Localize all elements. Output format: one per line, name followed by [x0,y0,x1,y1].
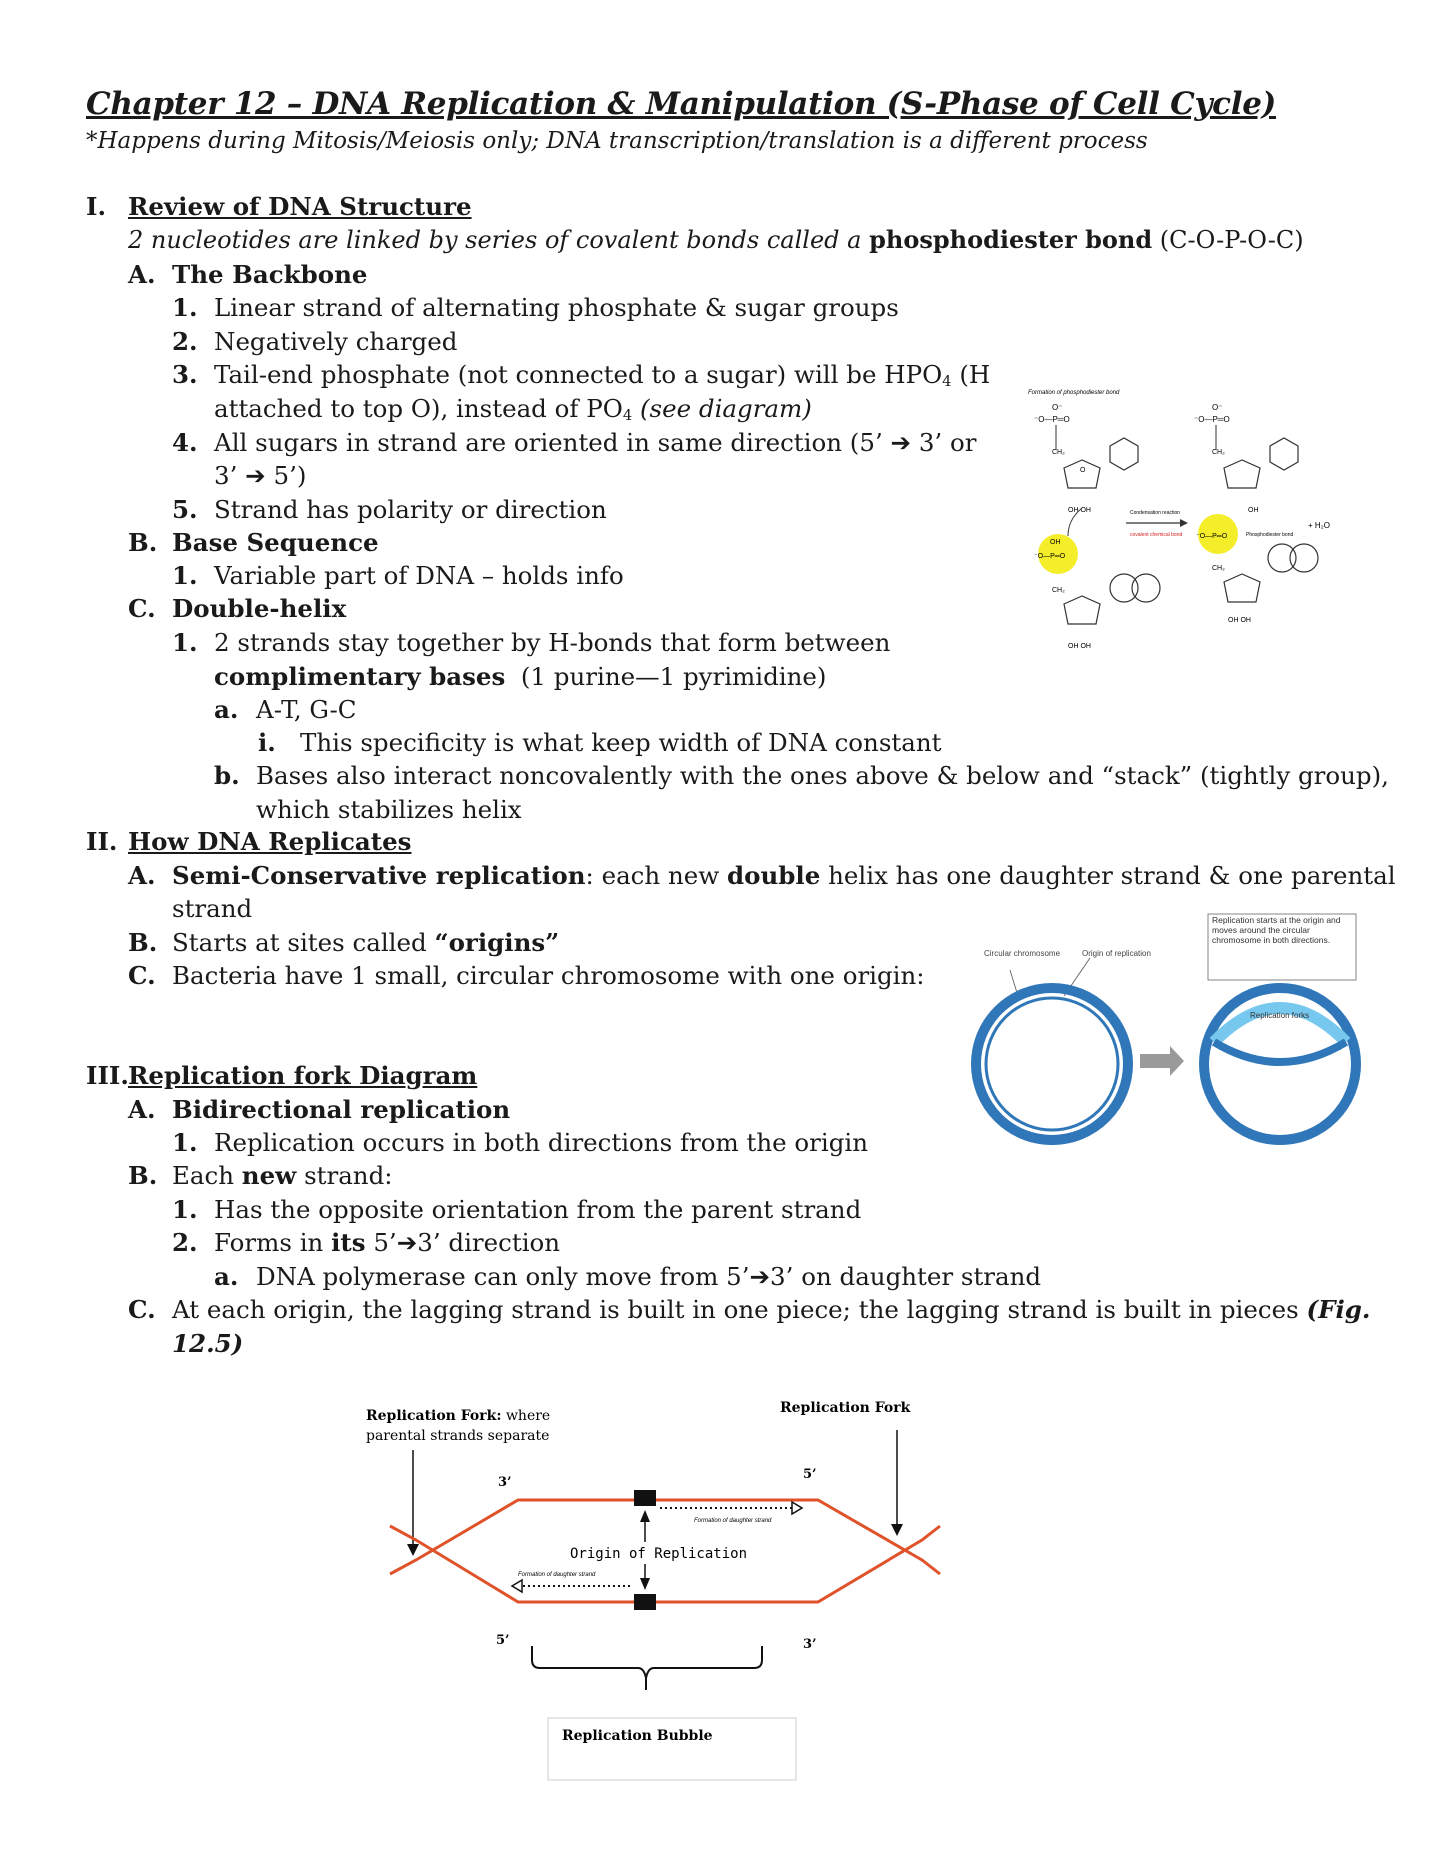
section-1-intro [128,226,1304,255]
s1-Ca-number: a. [214,695,239,724]
chromosome-ring-inner [986,998,1118,1130]
s1-A3-line1 [214,360,990,391]
s3-B1-text: Has the opposite orientation from the parent strand [214,1195,862,1224]
origin-of-replication-label: Origin of Replication [570,1546,748,1562]
arrow-icon [1180,519,1188,527]
strand-end-5-bottom-left: 5’ [496,1633,510,1648]
sugar-ring-icon [1064,596,1100,624]
s2-A-line1 [172,861,1396,890]
s3-B1-number: 1. [172,1195,198,1224]
left-fork-title-line2: parental strands separate [366,1428,550,1444]
s1-C1-line2 [214,662,826,691]
label-chromosome-text: Circular chromosome [984,949,1061,958]
s3-Ba-text: DNA polymerase can only move from 5’➔3’ on daughter strand [256,1262,1042,1291]
process-arrow-icon [1140,1046,1184,1076]
formation-daughter-bottom: Formation of daughter strand [518,1572,596,1578]
s1-A3-line1-end: (H [951,360,991,389]
phospho-o-minus-right: O⁻ [1212,403,1223,412]
s1-C1-number: 1. [172,628,198,657]
sugar-ring-icon [1224,574,1260,602]
section-3-heading: Replication fork Diagram [128,1061,478,1090]
s1-A1-text: Linear strand of alternating phosphate & sugar groups [214,293,899,322]
s1-A2-text: Negatively charged [214,327,458,356]
arrow-icon [792,1502,802,1514]
phospho-group-left: ⁻O—P═O [1034,415,1070,424]
s2-A-line2: strand [172,894,253,923]
oh-label: OH [1050,539,1061,546]
see-diagram-note: (see diagram) [632,394,812,423]
ch2-label-bottom: CH₂ [1052,587,1065,594]
fig-reference: (Fig. [1306,1295,1371,1324]
s3-C-line1 [172,1295,1370,1324]
s1-A4-line1: All sugars in strand are oriented in same direction (5’ ➔ 3’ or [214,428,977,457]
arrow-icon [640,1578,650,1590]
sugar-ring-icon [1064,460,1100,488]
s1-A2-number: 2. [172,327,198,356]
s1-B-number: B. [128,528,158,557]
covalent-bond-note: covalent chemical bond [1130,532,1183,538]
s3-Ba-number: a. [214,1262,239,1291]
base-ring-icon [1290,544,1318,572]
arrow-icon [891,1524,903,1536]
s2-B-text [172,928,559,957]
ch2-label-right-bottom: CH₂ [1212,565,1225,572]
strand-end-5-top-right: 5’ [803,1467,817,1482]
strand-end-3-bottom-right: 3’ [803,1637,817,1652]
s1-B1-text: Variable part of DNA – holds info [214,561,624,590]
right-fork-title: Replication Fork [780,1400,911,1416]
ch2-label-right: CH₂ [1212,449,1225,456]
s2-A-rest: helix has one daughter strand & one parental [820,861,1396,890]
s1-B-label: Base Sequence [172,528,379,557]
left-fork-title-bold: Replication Fork: [366,1408,502,1424]
s3-B2-number: 2. [172,1228,198,1257]
circular-chromosome-label [984,949,1061,958]
section-1-number: I. [86,192,106,221]
s2-A-number: A. [128,861,156,890]
s1-Cb-line2: which stabilizes helix [256,795,522,824]
s1-A3-line2 [214,394,812,425]
section-3-number: III. [86,1061,129,1090]
oh-oh-bottom: OH OH [1068,643,1091,650]
phosphodiester-bond-figure [1020,388,1360,658]
s1-C-label: Double-helix [172,594,347,623]
circular-chromosome-figure [974,914,1364,1134]
intro-bold-term: phosphodiester bond [869,225,1153,254]
left-fork-title [366,1408,550,1424]
origin-of-replication-label: Origin of replication [1082,949,1151,958]
s3-B-pre: Each [172,1161,242,1190]
page-subtitle: *Happens during Mitosis/Meiosis only; DNA transcription/translation is a different process [86,128,1148,154]
base-ring-icon [1132,574,1160,602]
origin-marker-top [634,1490,656,1506]
double-term: double [727,861,821,890]
oh-oh-right: OH OH [1228,617,1251,624]
oh-label-right: OH [1248,507,1259,514]
formation-daughter-top: Formation of daughter strand [694,1518,772,1524]
left-fork-title-rest: where [501,1408,551,1424]
condensation-label: Condensation reaction [1130,510,1181,516]
s1-Ci-text: This specificity is what keep width of DNA constant [300,728,942,757]
s3-B-number: B. [128,1161,158,1190]
s3-A1-number: 1. [172,1128,198,1157]
s2-B-pre: Starts at sites called [172,928,435,957]
intro-formula: (C-O-P-O-C) [1152,226,1304,254]
s1-A3-line1-text: Tail-end phosphate (not connected to a sugar) will be HPO [214,360,943,389]
base-ring-icon [1110,438,1138,470]
arrow-icon [512,1580,522,1592]
subscript: 4 [942,372,952,390]
phospho-group-mid: ⁻O—P═O [1034,553,1066,560]
base-ring-icon [1268,544,1296,572]
bubble-brace-icon [532,1646,762,1678]
s2-C-text: Bacteria have 1 small, circular chromosome with one origin: [172,961,925,990]
callout-text: Replication starts at the origin and moves around the circular chromosome in both directions. [1212,916,1341,945]
s3-B2-pre: Forms in [214,1228,332,1257]
s1-C1-line2-rest: (1 purine—1 pyrimidine) [505,662,827,691]
s1-A3-number: 3. [172,360,198,389]
s3-A1-text: Replication occurs in both directions from the origin [214,1128,868,1157]
s3-C-text: At each origin, the lagging strand is built in one piece; the lagging strand is built in pieces [172,1295,1307,1324]
s3-B2-text [214,1228,560,1257]
s3-B-post: strand: [296,1161,393,1190]
origin-marker-bottom [634,1594,656,1610]
page-title: Chapter 12 – DNA Replication & Manipulation (S-Phase of Cell Cycle) [86,86,1277,122]
replication-bubble-label: Replication Bubble [562,1728,713,1744]
chromosome-ring [976,988,1128,1140]
s1-Ci-number: i. [258,728,276,757]
s1-A1-number: 1. [172,293,198,322]
s3-A-label: Bidirectional replication [172,1095,511,1124]
sugar-ring-icon [1224,460,1260,488]
s3-C-line2: 12.5) [172,1329,244,1358]
s1-A5-number: 5. [172,495,198,524]
origins-term: “origins” [434,928,560,957]
oh-oh-top: OH OH [1068,507,1091,514]
s1-A5-text: Strand has polarity or direction [214,495,607,524]
subscript: 4 [622,406,633,424]
phospho-caption: Formation of phosphodiester bond [1028,390,1120,396]
s1-C1-line1: 2 strands stay together by H-bonds that form between [214,628,891,657]
s3-C-number: C. [128,1295,156,1324]
ch2-label-left: CH₂ [1052,449,1065,456]
s1-A4-line2: 3’ ➔ 5’) [214,461,307,490]
replication-fork-figure [360,1398,940,1788]
phospho-group-right-mid: ⁻O—P═O [1196,533,1228,540]
phospho-group-right: ⁻O—P═O [1194,415,1230,424]
phospho-o-minus-left: O⁻ [1052,403,1063,412]
s1-Cb-number: b. [214,761,240,790]
phosphodiester-label: Phosphodiester bond [1246,532,1294,538]
section-1-heading: Review of DNA Structure [128,192,472,221]
its-term: its [331,1228,366,1257]
complimentary-bases-term: complimentary bases [214,662,506,691]
s1-A3-line2-text: attached to top O), instead of PO [214,394,623,423]
intro-text: 2 nucleotides are linked by series of covalent bonds called a [128,226,870,254]
semi-conservative-term: Semi-Conservative replication [172,861,586,890]
base-ring-icon [1270,438,1298,470]
new-term: new [241,1161,297,1190]
s1-A-number: A. [128,260,156,289]
s1-B1-number: 1. [172,561,198,590]
section-2-number: II. [86,827,118,856]
s2-C-number: C. [128,961,156,990]
replication-inner-arc [1214,1042,1346,1062]
s2-B-number: B. [128,928,158,957]
s1-A-label: The Backbone [172,260,368,289]
s2-A-mid: : each new [585,861,728,890]
s3-B-text [172,1161,393,1190]
s1-Cb-line1: Bases also interact noncovalently with the ones above & below and “stack” (tightly group), [256,761,1389,790]
base-ring-icon [1110,574,1138,602]
s1-C-number: C. [128,594,156,623]
s3-B2-post: 5’➔3’ direction [365,1228,561,1257]
ring-oxygen-left: O [1080,467,1086,474]
arrow-icon [640,1510,650,1522]
s1-Ca-text: A-T, G-C [256,695,357,724]
s3-A-number: A. [128,1095,156,1124]
arrow-icon [407,1544,419,1556]
water-label: + H₂O [1308,521,1330,530]
s1-A4-number: 4. [172,428,198,457]
strand-end-3-top-left: 3’ [498,1475,512,1490]
section-2-heading: How DNA Replicates [128,827,412,856]
replication-forks-label: Replication forks [1250,1011,1310,1020]
